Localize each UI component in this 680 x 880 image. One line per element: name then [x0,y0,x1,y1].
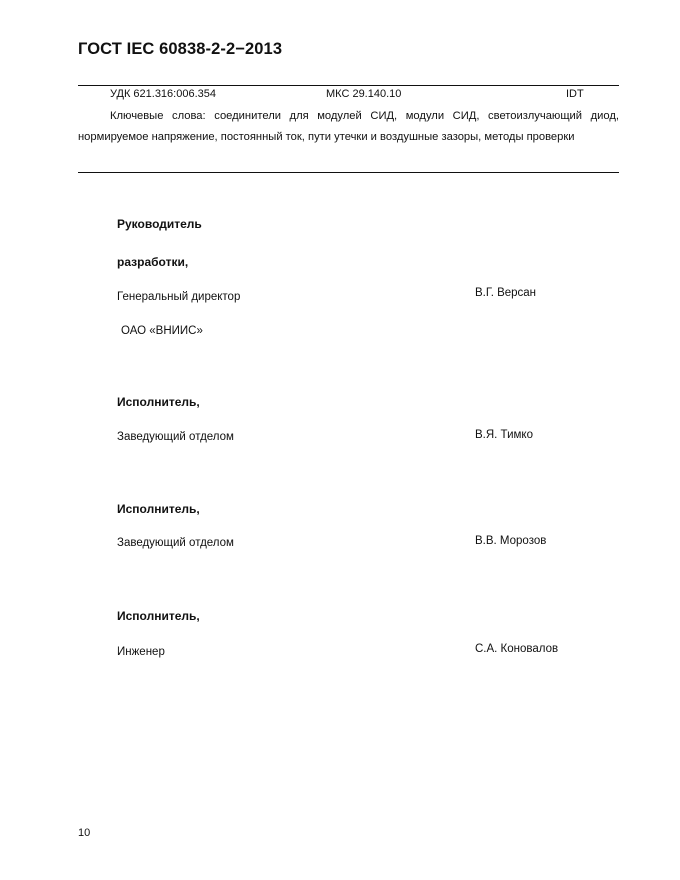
mks-code: МКС 29.140.10 [326,88,402,100]
page-number: 10 [78,827,91,839]
signatory-position: ОАО «ВНИИС» [121,325,203,337]
signatory-name: В.В. Морозов [475,535,547,547]
standard-title: ГОСТ IEC 60838-2-2−2013 [78,40,283,58]
signatory-role-line: Исполнитель, [117,395,200,409]
signatory-name: С.А. Коновалов [475,643,559,655]
signatory-role-line: Руководитель [117,217,202,231]
signatory-role-line: Исполнитель, [117,609,200,623]
signatory-position: Заведующий отделом [117,537,234,549]
signatory-position: Заведующий отделом [117,431,234,443]
signatory-name: В.Я. Тимко [475,429,533,441]
signatory-position: Инженер [117,646,165,658]
keywords-paragraph: Ключевые слова: соединители для модулей СИД, модули СИД, светоизлучающий диод, нормируемое напряжение, постоянный ток, пути утечки и воздушные зазоры, методы проверки [78,110,619,143]
udk-code: УДК 621.316:006.354 [110,88,216,100]
bottom-divider [78,172,619,173]
signatory-role-line: разработки, [117,255,189,269]
classification-row [0,88,680,102]
signatory-name: В.Г. Версан [475,287,537,299]
signatory-role-line: Исполнитель, [117,502,200,516]
signatory-position: Генеральный директор [117,291,241,303]
idt-marker: IDT [566,88,584,100]
top-divider [78,85,619,86]
